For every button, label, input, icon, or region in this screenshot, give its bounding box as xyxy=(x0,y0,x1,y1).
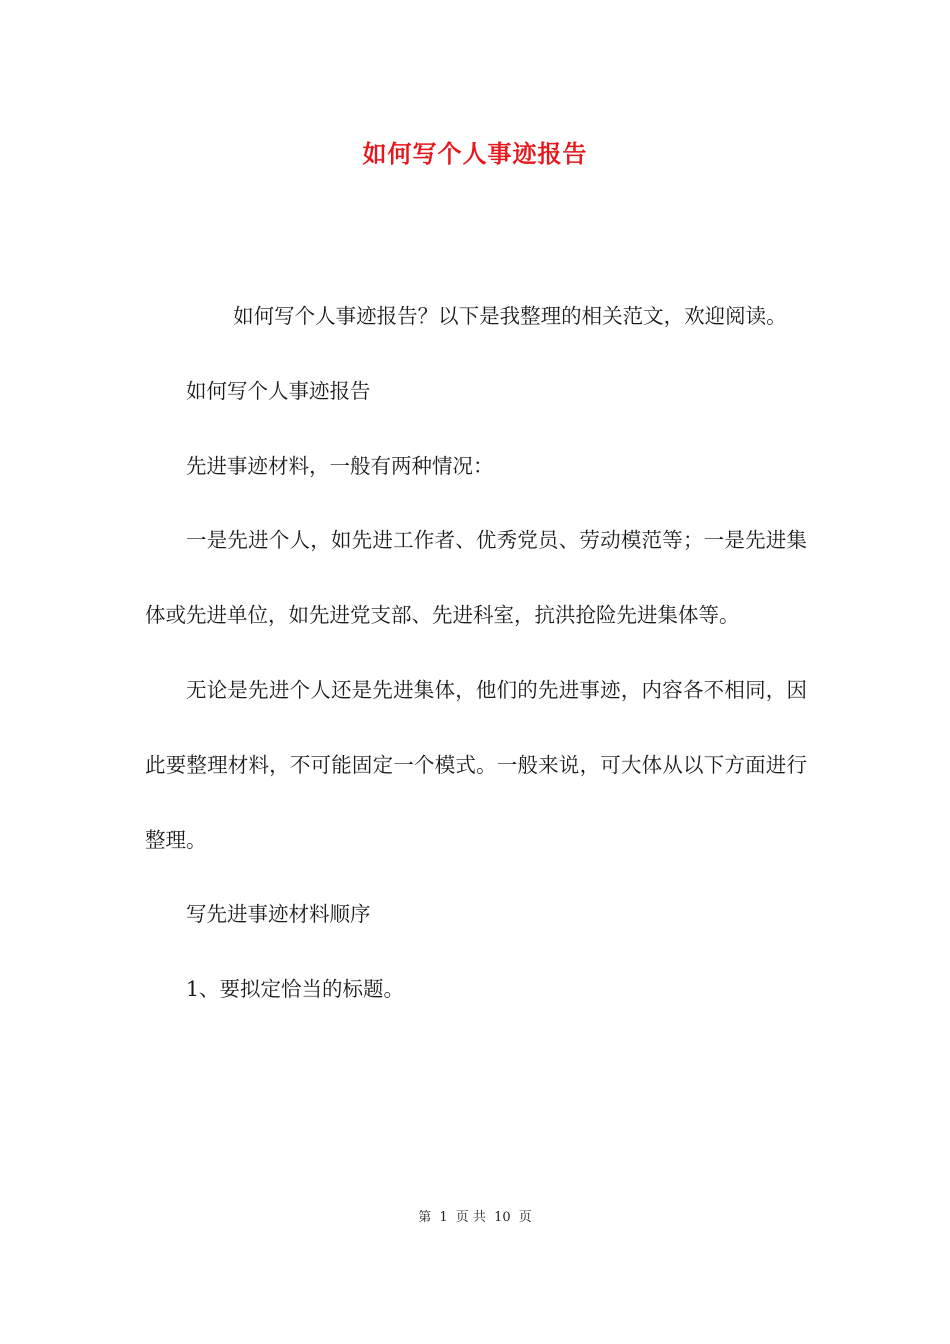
footer-middle: 页 共 xyxy=(455,1210,486,1225)
paragraph-case-types: 一是先进个人，如先进工作者、优秀党员、劳动模范等；一是先进集体或先进单位，如先进党支部、先进科室，抗洪抢险先进集体等。 xyxy=(145,528,807,628)
paragraph-two-cases: 先进事迹材料，一般有两种情况： xyxy=(186,453,494,478)
paragraph-no-fixed-mode: 无论是先进个人还是先进集体，他们的先进事迹，内容各不相同，因此要整理材料，不可能固定一个模式。一般来说，可大体从以下方面进行整理。 xyxy=(145,677,807,852)
footer-prefix: 第 xyxy=(418,1210,432,1225)
footer-suffix: 页 xyxy=(518,1210,532,1225)
paragraph-heading: 如何写个人事迹报告 xyxy=(186,378,371,403)
footer-page-number: 1 xyxy=(439,1210,448,1225)
document-title: 如何写个人事迹报告 xyxy=(362,139,588,168)
document-body xyxy=(145,279,807,1027)
footer-total-pages: 10 xyxy=(494,1210,511,1225)
paragraph-order-heading: 写先进事迹材料顺序 xyxy=(186,902,371,927)
page-footer xyxy=(0,1208,950,1228)
paragraph-intro: 如何写个人事迹报告？以下是我整理的相关范文，欢迎阅读。 xyxy=(233,304,787,328)
paragraph-step-1: 1、要拟定恰当的标题。 xyxy=(186,977,405,1002)
